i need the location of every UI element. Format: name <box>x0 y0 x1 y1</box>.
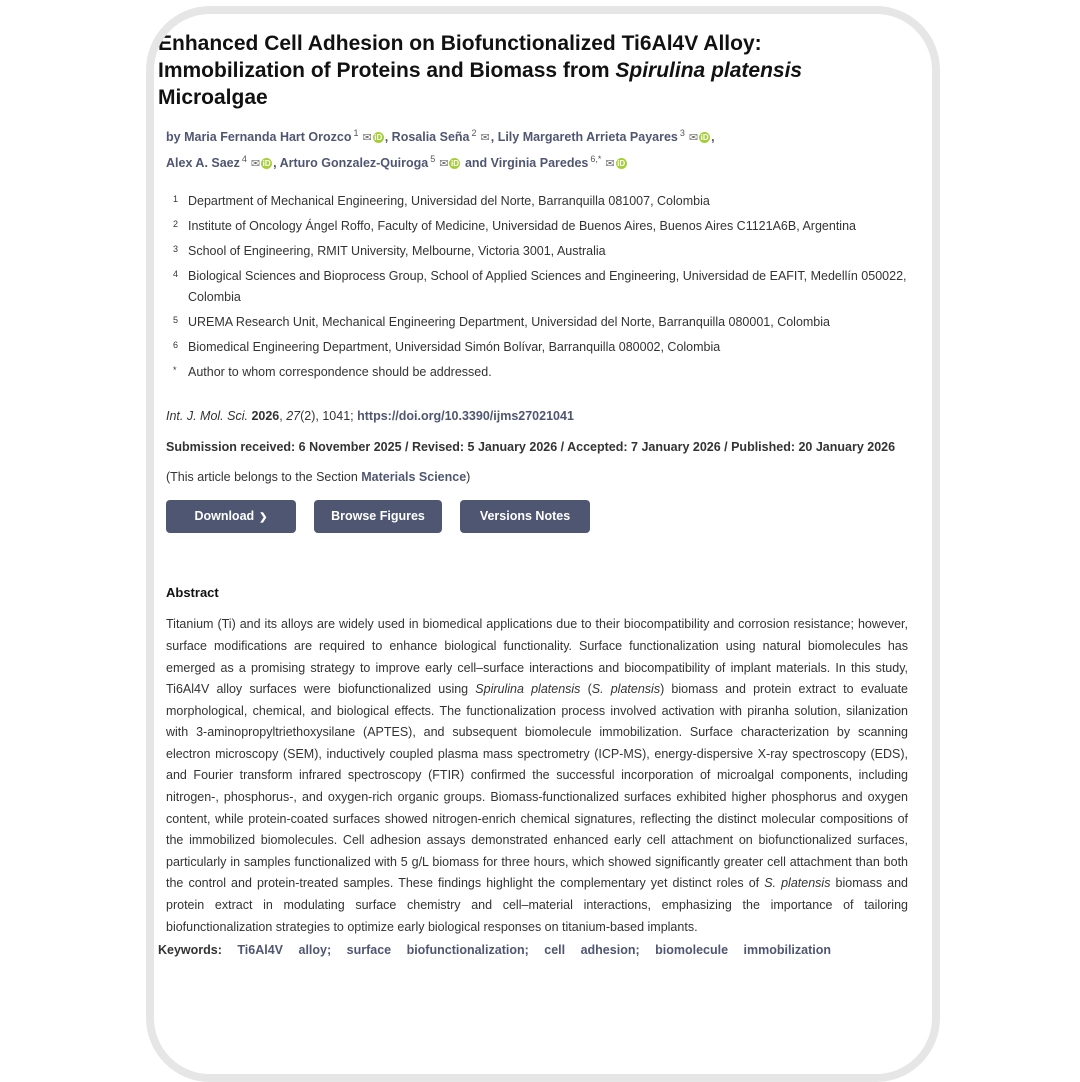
affiliation-list <box>166 191 908 383</box>
author-link[interactable]: Alex A. Saez <box>166 156 240 171</box>
article-title <box>158 30 908 111</box>
author-affiliation-number: 1 <box>353 128 359 138</box>
article-card <box>146 6 940 1082</box>
envelope-icon[interactable]: ✉ <box>688 132 699 145</box>
author-affiliation-number: 2 <box>471 128 477 138</box>
affiliation-number: 1 <box>173 194 179 205</box>
chevron-down-icon: ❯ <box>259 512 268 524</box>
affiliation-text: Institute of Oncology Ángel Roffo, Faculty of Medicine, Universidad de Buenos Aires, Buenos Aires C1121A6B, Argentina <box>188 219 856 234</box>
article-content <box>158 30 909 958</box>
title-part: Microalgae <box>158 86 268 109</box>
affiliation-item <box>166 312 908 333</box>
download-button[interactable] <box>166 500 296 533</box>
doi-link[interactable]: https://doi.org/10.3390/ijms27021041 <box>357 409 574 424</box>
author-affiliation-number: 5 <box>430 154 436 165</box>
title-part: Enhanced Cell Adhesion on Biofunctionalized Ti6Al4V Alloy: Immobilization of Proteins and Biomass from <box>158 32 762 82</box>
affiliation-number: 2 <box>173 219 179 230</box>
title-species: Spirulina platensis <box>615 59 803 82</box>
envelope-icon[interactable]: ✉ <box>362 132 372 145</box>
affiliation-text: School of Engineering, RMIT University, Melbourne, Victoria 3001, Australia <box>188 244 606 259</box>
citation-year: 2026 <box>251 409 280 424</box>
author-affiliation-number: 4 <box>241 154 247 165</box>
section-note-prefix: (This article belongs to the Section <box>166 470 362 485</box>
affiliation-text: Department of Mechanical Engineering, Universidad del Norte, Barranquilla 081007, Colombia <box>188 194 710 209</box>
author-link[interactable]: Arturo Gonzalez-Quiroga <box>279 156 429 171</box>
affiliation-item <box>166 241 908 262</box>
author-affiliation-number: 3 <box>679 128 685 138</box>
abstract-species: S. platensis <box>764 876 831 891</box>
author-list <box>166 123 908 175</box>
abstract-species: Spirulina platensis <box>475 682 581 697</box>
affiliation-number: 6 <box>173 340 179 351</box>
affiliation-number: 4 <box>173 269 179 280</box>
author-separator: , <box>273 156 280 171</box>
by-label: by <box>166 130 181 145</box>
abstract-part: ( <box>580 682 592 697</box>
author-separator: , <box>711 130 715 145</box>
envelope-icon[interactable]: ✉ <box>250 158 261 171</box>
affiliation-item <box>166 191 908 212</box>
affiliation-item <box>166 266 908 308</box>
affiliation-text: Biological Sciences and Bioprocess Group, School of Applied Sciences and Engineering, Universidad de EAFIT, Medellín 050022, Colombia <box>188 269 907 305</box>
envelope-icon[interactable]: ✉ <box>480 132 490 145</box>
affiliation-number: 5 <box>173 315 179 326</box>
keyword-link[interactable]: Ti6Al4V alloy; <box>237 943 332 958</box>
orcid-icon[interactable]: iD <box>617 159 626 169</box>
author-separator: , <box>384 130 392 145</box>
orcid-icon[interactable]: iD <box>700 133 709 143</box>
section-note-suffix: ) <box>466 470 471 485</box>
author-separator: , <box>490 130 498 145</box>
affiliation-item <box>166 337 908 358</box>
author-separator: and <box>461 156 491 171</box>
abstract-text <box>166 614 908 938</box>
keywords-label: Keywords: <box>158 943 222 958</box>
keywords <box>158 943 908 957</box>
browse-figures-button[interactable] <box>314 500 442 533</box>
orcid-icon[interactable]: iD <box>450 159 459 169</box>
citation-volume: 27 <box>286 409 301 424</box>
citation: Int. J. Mol. Sci. 2026, 27(2), 1041; https://doi.org/10.3390/ijms27021041 <box>166 409 574 424</box>
keyword-link[interactable]: surface biofunctionalization; <box>346 943 529 958</box>
envelope-icon[interactable]: ✉ <box>605 158 615 171</box>
author-link[interactable]: Rosalia Seña <box>391 130 470 145</box>
envelope-icon[interactable]: ✉ <box>439 158 449 171</box>
affiliation-number: * <box>173 365 177 376</box>
affiliation-item <box>166 216 908 237</box>
browse-figures-label: Browse Figures <box>331 509 425 524</box>
author-affiliation-number: 6,* <box>590 154 602 165</box>
journal-name: Int. J. Mol. Sci. <box>166 409 248 424</box>
author-link[interactable]: Virginia Paredes <box>490 156 589 171</box>
keyword-link[interactable]: biomolecule immobilization <box>655 943 832 958</box>
section-link[interactable]: Materials Science <box>361 470 467 485</box>
abstract-heading: Abstract <box>166 585 219 601</box>
orcid-icon[interactable]: iD <box>262 159 271 169</box>
affiliation-text: Biomedical Engineering Department, Universidad Simón Bolívar, Barranquilla 080002, Colombia <box>188 340 721 355</box>
citation-issue: (2), 1041; <box>300 409 354 424</box>
abstract-part: biomass and protein extract in modulating surface chemistry and cell–material interactions, emphasizing the importance of tailoring biofunctionalization strategies to optimize early biological responses on titanium-based implants. <box>166 876 909 934</box>
affiliation-number: 3 <box>173 244 179 255</box>
abstract-part: Titanium (Ti) and its alloys are widely used in biomedical applications due to their biocompatibility and corrosion resistance; however, surface modifications are required to enhance biological functionality. Surface functionalization using natural biomolecules has emerged as a promising strategy to improve early cell–surface interactions and biocompatibility of implant materials. In this study, Ti6Al4V alloy surfaces were biofunctionalized using <box>166 617 908 697</box>
versions-notes-button[interactable] <box>460 500 590 533</box>
author-link[interactable]: Lily Margareth Arrieta Payares <box>497 130 678 145</box>
section-note <box>166 470 908 484</box>
download-button-label: Download <box>194 509 255 524</box>
affiliation-item <box>166 362 908 383</box>
action-buttons <box>166 500 908 533</box>
affiliation-text: UREMA Research Unit, Mechanical Engineering Department, Universidad del Norte, Barranquilla 080001, Colombia <box>188 315 830 330</box>
abstract-species: S. platensis <box>591 682 661 697</box>
publication-dates: Submission received: 6 November 2025 / Revised: 5 January 2026 / Accepted: 7 January 2026 / Published: 20 January 2026 <box>166 440 896 455</box>
author-link[interactable]: Maria Fernanda Hart Orozco <box>184 130 352 145</box>
keyword-link[interactable]: cell adhesion; <box>544 943 640 958</box>
orcid-icon[interactable]: iD <box>374 133 383 143</box>
abstract-part: ) biomass and protein extract to evaluate morphological, chemical, and biological effects. The functionalization process involved activation with piranha solution, silanization with 3-aminopropyltriethoxysilane (APTES), and subsequent biomolecule immobilization. Surface characterization by scanning electron microscopy (SEM), inductively coupled plasma mass spectrometry (ICP-MS), energy-dispersive X-ray spectroscopy (EDS), and Fourier transform infrared spectroscopy (FTIR) confirmed the successful incorporation of microalgal components, including nitrogen-, phosphorus-, and oxygen-rich organic groups. Biomass-functionalized surfaces exhibited higher phosphorus and oxygen content, while protein-coated surfaces showed nitrogen-enrich chemical signatures, reflecting the distinct molecular compositions of the immobilized biomolecules. Cell adhesion assays demonstrated enhanced early cell attachment on biofunctionalized surfaces, particularly in samples functionalized with 5 g/L biomass for three hours, which showed significantly greater cell attachment than both the control and protein-treated samples. These findings highlight the complementary yet distinct roles of <box>166 682 908 891</box>
affiliation-text: Author to whom correspondence should be addressed. <box>188 365 492 380</box>
versions-notes-label: Versions Notes <box>479 509 571 524</box>
